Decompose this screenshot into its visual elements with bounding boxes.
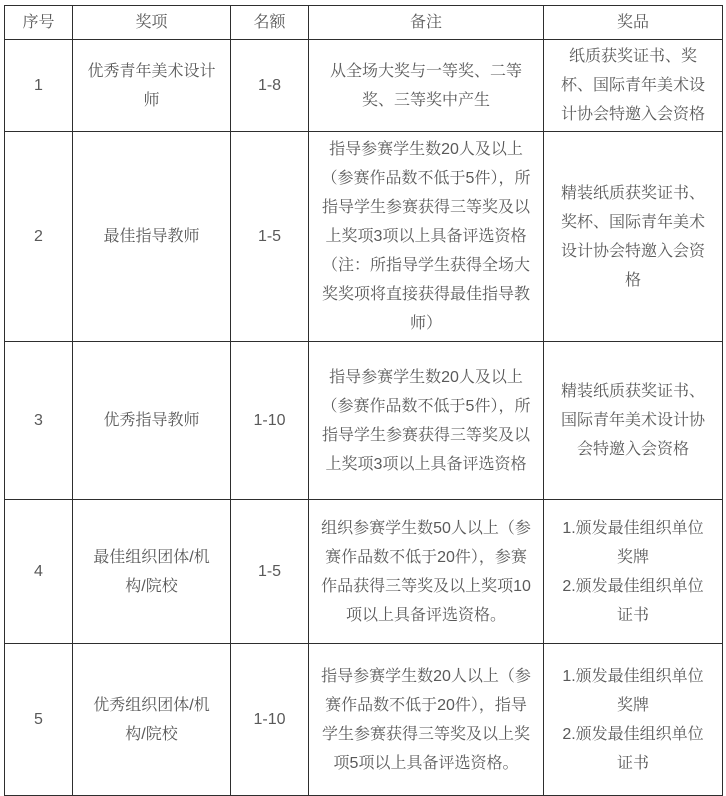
table-row [5,132,723,342]
cell-note: 指导参赛学生数20人以上（参赛作品数不低于20件），指导学生参赛获得三等奖及以上奖项5项以上具备评选资格。 [309,644,544,796]
cell-quota: 1-5 [231,132,309,342]
cell-no: 3 [5,342,73,500]
cell-note: 指导参赛学生数20人及以上（参赛作品数不低于5件），所指导学生参赛获得三等奖及以上奖项3项以上具备评选资格（注：所指导学生获得全场大奖奖项将直接获得最佳指导教师） [309,132,544,342]
table-row [5,342,723,500]
table-row [5,500,723,644]
cell-no: 4 [5,500,73,644]
col-header-quota: 名额 [231,6,309,40]
prize-line: 2.颁发最佳组织单位证书 [562,725,704,772]
cell-quota: 1-8 [231,40,309,132]
cell-no: 1 [5,40,73,132]
cell-award: 最佳指导教师 [73,132,231,342]
cell-note: 指导参赛学生数20人及以上（参赛作品数不低于5件），所指导学生参赛获得三等奖及以上奖项3项以上具备评选资格 [309,342,544,500]
cell-quota: 1-10 [231,342,309,500]
table-row [5,40,723,132]
prize-line: 1.颁发最佳组织单位奖牌 [562,667,704,714]
cell-prize: 精装纸质获奖证书、国际青年美术设计协会特邀入会资格 [544,342,723,500]
cell-note: 从全场大奖与一等奖、二等奖、三等奖中产生 [309,40,544,132]
col-header-no: 序号 [5,6,73,40]
cell-award: 优秀指导教师 [73,342,231,500]
col-header-note: 备注 [309,6,544,40]
cell-prize [544,500,723,644]
prize-line: 2.颁发最佳组织单位证书 [562,577,704,624]
header-row [5,6,723,40]
cell-no: 2 [5,132,73,342]
cell-prize: 纸质获奖证书、奖杯、国际青年美术设计协会特邀入会资格 [544,40,723,132]
cell-quota: 1-10 [231,644,309,796]
cell-award: 最佳组织团体/机构/院校 [73,500,231,644]
prize-line: 1.颁发最佳组织单位奖牌 [562,519,704,566]
cell-award: 优秀青年美术设计师 [73,40,231,132]
col-header-award: 奖项 [73,6,231,40]
cell-prize [544,644,723,796]
cell-award: 优秀组织团体/机构/院校 [73,644,231,796]
cell-note: 组织参赛学生数50人以上（参赛作品数不低于20件），参赛作品获得三等奖及以上奖项10项以上具备评选资格。 [309,500,544,644]
col-header-prize: 奖品 [544,6,723,40]
awards-table [4,5,723,796]
table-row [5,644,723,796]
cell-prize: 精装纸质获奖证书、奖杯、国际青年美术设计协会特邀入会资格 [544,132,723,342]
cell-no: 5 [5,644,73,796]
cell-quota: 1-5 [231,500,309,644]
